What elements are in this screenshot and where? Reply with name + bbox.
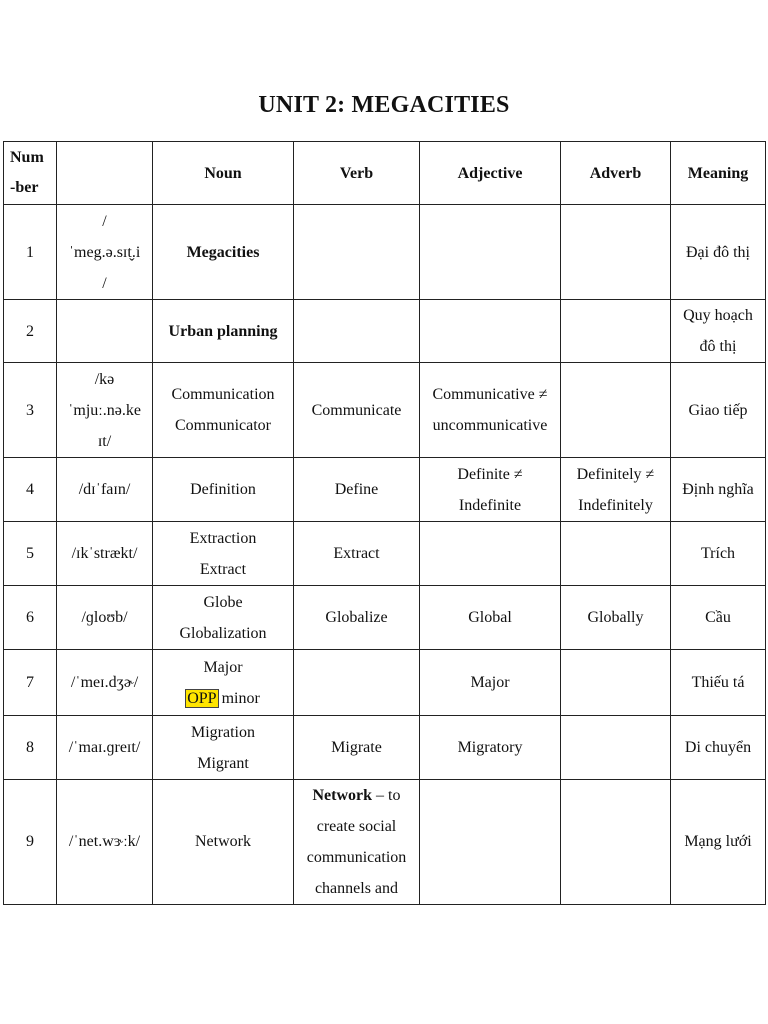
cell-meaning: Đại đô thị: [671, 205, 766, 300]
cell-phonetic: /ɡloʊb/: [57, 586, 153, 650]
cell-adjective: [420, 205, 561, 300]
table-row: [4, 780, 766, 905]
header-noun: Noun: [153, 142, 294, 205]
cell-noun: Definition: [153, 458, 294, 522]
cell-meaning: Trích: [671, 522, 766, 586]
cell-meaning: Mạng lưới: [671, 780, 766, 905]
cell-adjective: Communicative ≠ uncommunicative: [420, 363, 561, 458]
table-row: [4, 300, 766, 363]
table-header-row: [4, 142, 766, 205]
cell-verb: [294, 205, 420, 300]
cell-meaning: Di chuyển: [671, 716, 766, 780]
cell-verb: Define: [294, 458, 420, 522]
cell-number: 6: [4, 586, 57, 650]
cell-phonetic: /ɪkˈstrækt/: [57, 522, 153, 586]
cell-adverb: [561, 300, 671, 363]
vocabulary-table: [3, 141, 766, 905]
cell-number: 1: [4, 205, 57, 300]
table-row: [4, 363, 766, 458]
cell-verb: [294, 650, 420, 716]
cell-noun: Megacities: [153, 205, 294, 300]
header-phonetic: [57, 142, 153, 205]
cell-verb: Communicate: [294, 363, 420, 458]
cell-phonetic: / ˈmeg.ə.sɪt̬.i /: [57, 205, 153, 300]
header-verb: Verb: [294, 142, 420, 205]
cell-meaning: Cầu: [671, 586, 766, 650]
cell-meaning: Thiếu tá: [671, 650, 766, 716]
cell-noun: Major OPP minor: [153, 650, 294, 716]
cell-verb: Network – to create social communication channels and: [294, 780, 420, 905]
cell-phonetic: /kə ˈmjuː.nə.ke ɪt/: [57, 363, 153, 458]
cell-verb: [294, 300, 420, 363]
cell-adverb: [561, 650, 671, 716]
table-row: [4, 716, 766, 780]
cell-noun: Communication Communicator: [153, 363, 294, 458]
cell-adverb: Definitely ≠ Indefinitely: [561, 458, 671, 522]
header-meaning: Meaning: [671, 142, 766, 205]
table-row: [4, 650, 766, 716]
table-row: [4, 458, 766, 522]
cell-phonetic: [57, 300, 153, 363]
page-title: UNIT 2: MEGACITIES: [258, 92, 510, 118]
cell-adjective: Migratory: [420, 716, 561, 780]
cell-noun: Extraction Extract: [153, 522, 294, 586]
cell-noun: Migration Migrant: [153, 716, 294, 780]
header-number: Num -ber: [4, 142, 57, 205]
cell-adjective: Major: [420, 650, 561, 716]
cell-phonetic: /ˈmeɪ.dʒɚ/: [57, 650, 153, 716]
cell-number: 3: [4, 363, 57, 458]
cell-phonetic: /dɪˈfaɪn/: [57, 458, 153, 522]
table-row: [4, 522, 766, 586]
header-adjective: Adjective: [420, 142, 561, 205]
cell-number: 9: [4, 780, 57, 905]
cell-verb: Migrate: [294, 716, 420, 780]
cell-phonetic: /ˈmaɪ.ɡreɪt/: [57, 716, 153, 780]
cell-phonetic: /ˈnet.wɝːk/: [57, 780, 153, 905]
cell-number: 8: [4, 716, 57, 780]
cell-adverb: [561, 716, 671, 780]
cell-meaning: Định nghĩa: [671, 458, 766, 522]
cell-number: 7: [4, 650, 57, 716]
cell-verb: Globalize: [294, 586, 420, 650]
cell-adjective: [420, 522, 561, 586]
cell-noun: Globe Globalization: [153, 586, 294, 650]
opp-highlight: OPP: [187, 689, 217, 707]
cell-meaning: Quy hoạch đô thị: [671, 300, 766, 363]
cell-noun: Network: [153, 780, 294, 905]
cell-adverb: [561, 780, 671, 905]
cell-adjective: Global: [420, 586, 561, 650]
table-row: [4, 586, 766, 650]
cell-adjective: Definite ≠ Indefinite: [420, 458, 561, 522]
cell-adjective: [420, 300, 561, 363]
cell-meaning: Giao tiếp: [671, 363, 766, 458]
cell-adverb: [561, 205, 671, 300]
cell-adjective: [420, 780, 561, 905]
table-row: [4, 205, 766, 300]
cell-verb: Extract: [294, 522, 420, 586]
cell-adverb: Globally: [561, 586, 671, 650]
cell-number: 5: [4, 522, 57, 586]
header-adverb: Adverb: [561, 142, 671, 205]
cell-noun: Urban planning: [153, 300, 294, 363]
cell-adverb: [561, 363, 671, 458]
cell-number: 2: [4, 300, 57, 363]
cell-number: 4: [4, 458, 57, 522]
cell-adverb: [561, 522, 671, 586]
